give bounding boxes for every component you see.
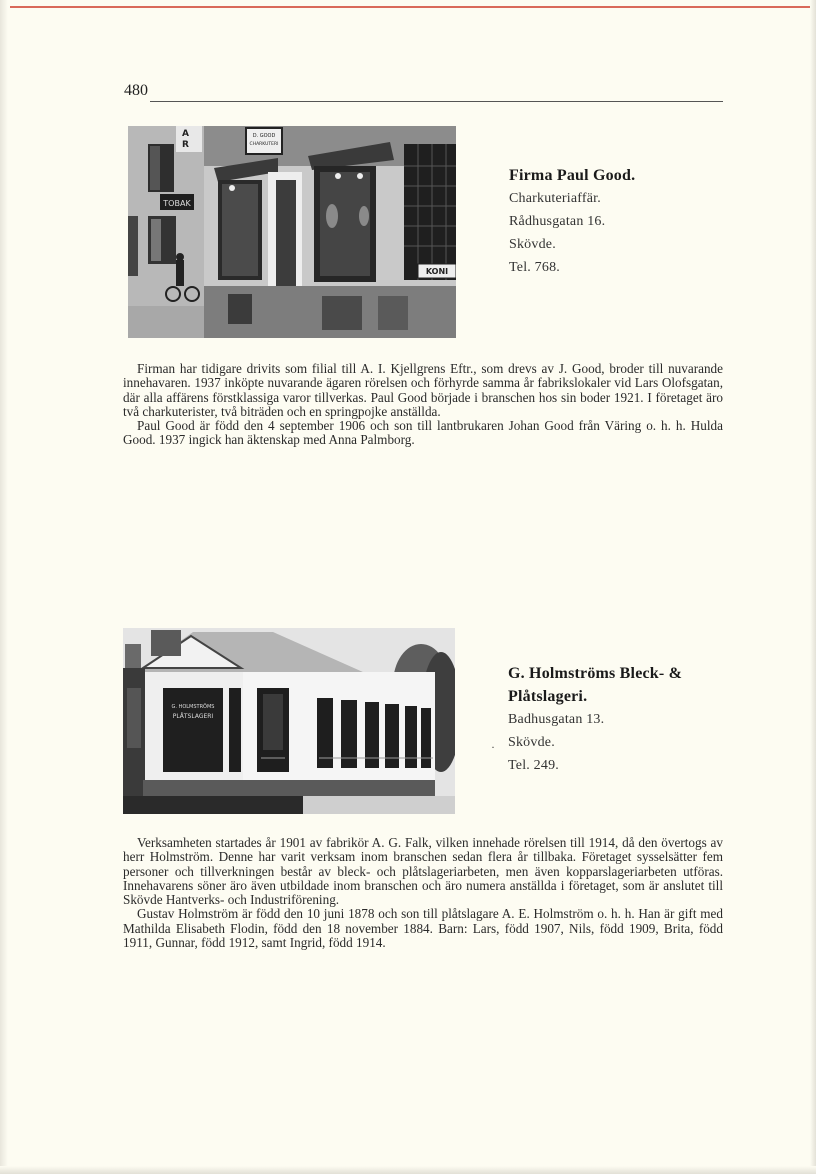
firm-phone: Tel. 249.: [508, 758, 559, 773]
description-paragraph: Gustav Holmström är född den 10 juni 1878 och son till plåtslagare A. E. Holmström o. h. h. Han är gift med Mathilda Elisabeth Flodin, född den 18 november 1884. Barn: Lars, född 1907, Nils, född 1909, Brita, född 1911, Gunnar, född 1912, samt Ingrid, född 1914.: [123, 906, 723, 951]
firm-city: Skövde.: [508, 735, 555, 750]
svg-text:R: R: [182, 140, 189, 150]
firm-phone: Tel. 768.: [509, 260, 560, 275]
page-right-edge: [810, 0, 816, 1174]
description-paragraph: Paul Good är född den 4 september 1906 och son till lantbrukaren Johan Good från Väring o. h. h. Hulda Good. 1937 ingick han äktenskap med Anna Palmborg.: [123, 418, 723, 448]
svg-text:CHARKUTERI: CHARKUTERI: [249, 142, 279, 147]
header-rule: [150, 101, 723, 102]
svg-text:KONI: KONI: [425, 267, 449, 276]
shop-front-photo: [128, 126, 456, 338]
firm-business-type: Charkuteriaffär.: [509, 191, 601, 206]
firm-address: Badhusgatan 13.: [508, 712, 605, 727]
stray-mark: ·: [491, 740, 495, 754]
description-paragraph: Verksamheten startades år 1901 av fabrikör A. G. Falk, vilken innehade rörelsen till 1914, då den övertogs av herr Holmström. Denne har varit verksam inom branschen sedan flera år tillbaka. Företaget sysselsätter fem personer och tillverkningen består av bleck- och plåtslageriarbeten, men även kopparslageriarbeten utföras. Innehavarens söner äro även utbildade inom branschen och äro numera anställda i företaget, som är anslutet till Skövde Hantverks- och Industriförening.: [123, 835, 723, 908]
svg-text:A: A: [182, 129, 189, 139]
page-number: 480: [124, 82, 148, 99]
svg-text:G. HOLMSTRÖMS: G. HOLMSTRÖMS: [171, 704, 215, 710]
workshop-building-photo: [123, 628, 455, 814]
page-left-edge: [0, 0, 8, 1174]
page-bottom-edge: [0, 1166, 816, 1174]
page-top-edge-mark: [10, 6, 810, 8]
firm-description-holmstrom: [123, 836, 723, 950]
firm-address: Rådhusgatan 16.: [509, 214, 606, 229]
firm-city: Skövde.: [509, 237, 556, 252]
firm-info-paul-good: [509, 164, 635, 279]
svg-text:D. GOOD: D. GOOD: [252, 133, 276, 139]
description-paragraph: Firman har tidigare drivits som filial till A. I. Kjellgrens Eftr., som drevs av J. Good, broder till nuvarande innehavaren. 1937 inköpte nuvarande ägaren rörelsen och förhyrde samma år fabrikslokaler vid Lars Olofsgatan, där alla affärens förstklassiga varor tillverkas. Paul Good började i branschen hos sin boder 1921. I företaget äro två charkuterister, två biträden och en springpojke anställda.: [123, 361, 723, 419]
firm-title-continued: Plåtslageri.: [508, 688, 588, 705]
plåtslageri-sign-text: PLÅTSLAGERI: [172, 713, 214, 720]
firm-title: Firma Paul Good.: [509, 167, 636, 184]
firm-title: G. Holmströms Bleck- &: [508, 665, 683, 682]
firm-description-paul-good: [123, 362, 723, 448]
tobak-sign-text: TOBAK: [163, 199, 191, 208]
firm-info-holmstrom: [508, 662, 682, 777]
